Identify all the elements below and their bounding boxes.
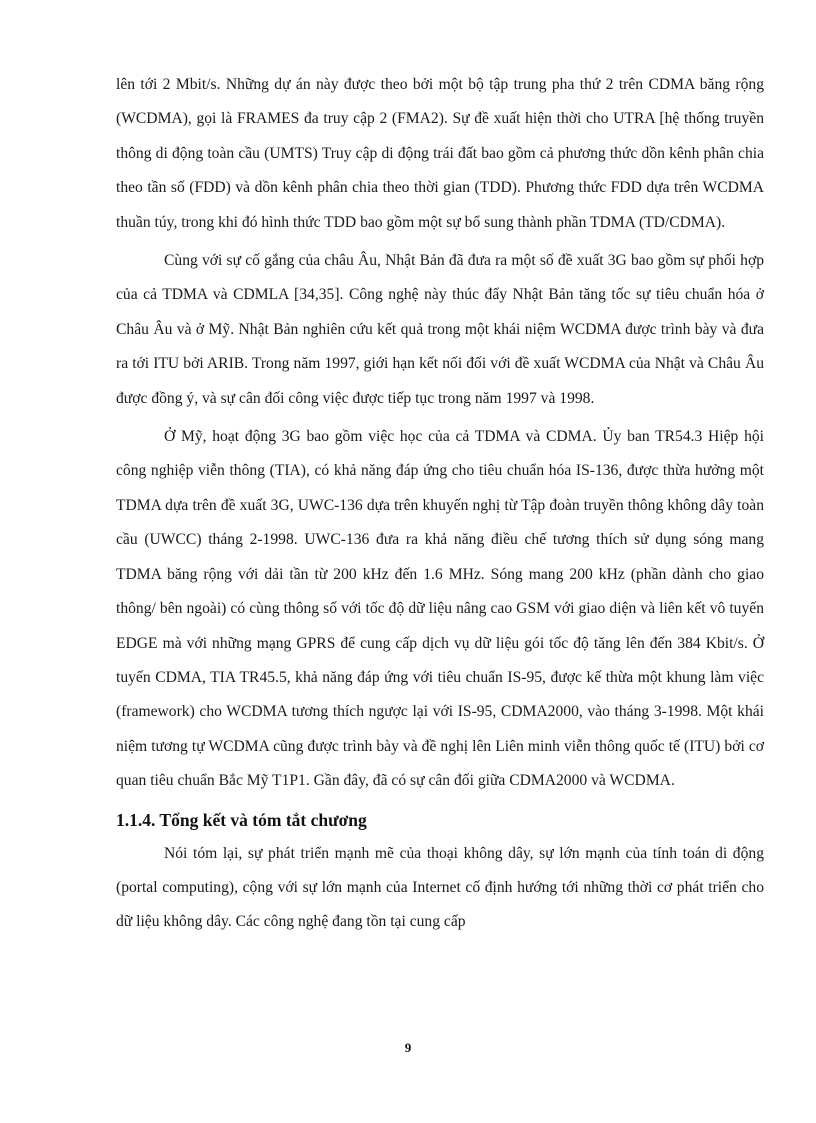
- paragraph-us-activity: Ở Mỹ, hoạt động 3G bao gồm việc học của cả TDMA và CDMA. Ủy ban TR54.3 Hiệp hội công nghiệp viễn thông (TIA), có khả năng đáp ứng cho tiêu chuẩn hóa IS-136, được thừa hưởng một TDMA dựa trên đề xuất 3G, UWC-136 dựa trên khuyến nghị từ Tập đoàn truyền thông không dây toàn cầu (UWCC) tháng 2-1998. UWC-136 đưa ra khả năng điều chế tương thích sử dụng sóng mang TDMA băng rộng với dải tần từ 200 kHz đến 1.6 MHz. Sóng mang 200 kHz (phần dành cho giao thông/ bên ngoài) có cùng thông số với tốc độ dữ liệu nâng cao GSM với giao diện và liên kết vô tuyến EDGE mà với những mạng GPRS để cung cấp dịch vụ dữ liệu gói tốc độ tăng lên đến 384 Kbit/s. Ở tuyến CDMA, TIA TR45.5, khả năng đáp ứng với tiêu chuẩn IS-95, được kế thừa một khung làm việc (framework) cho WCDMA tương thích ngược lại với IS-95, CDMA2000, vào tháng 3-1998. Một khái niệm tương tự WCDMA cũng được trình bày và đề nghị lên Liên minh viễn thông quốc tế (ITU) bởi cơ quan tiêu chuẩn Bắc Mỹ T1P1. Gần đây, đã có sự cân đối giữa CDMA2000 và WCDMA.: [116, 428, 764, 790]
- paragraph-japan-proposal: Cùng với sự cố gắng của châu Âu, Nhật Bản đã đưa ra một số đề xuất 3G bao gồm sự phối hợp của cả TDMA và CDMLA [34,35]. Công nghệ này thúc đẩy Nhật Bản tăng tốc sự tiêu chuẩn hóa ở Châu Âu và ở Mỹ. Nhật Bản nghiên cứu kết quả trong một khái niệm WCDMA được trình bày và đưa ra tới ITU bởi ARIB. Trong năm 1997, giới hạn kết nối đối với đề xuất WCDMA của Nhật và Châu Âu được đồng ý, và sự cân đối công việc được tiếp tục trong năm 1997 và 1998.: [116, 252, 764, 407]
- page-number: 9: [404, 1040, 412, 1055]
- paragraph-summary: Nói tóm lại, sự phát triển mạnh mẽ của thoại không dây, sự lớn mạnh của tính toán di động (portal computing), cộng với sự lớn mạnh của Internet cố định hướng tới những thời cơ phát triển cho dữ liệu không dây. Các công nghệ đang tồn tại cung cấp: [116, 844, 764, 931]
- page-body: [116, 68, 764, 944]
- paragraph-continuation: lên tới 2 Mbit/s. Những dự án này được theo bởi một bộ tập trung pha thứ 2 trên CDMA băng rộng (WCDMA), gọi là FRAMES đa truy cập 2 (FMA2). Sự đề xuất hiện thời cho UTRA [hệ thống truyền thông di động toàn cầu (UMTS) Truy cập di động trái đất bao gồm cả phương thức dồn kênh phân chia theo tần số (FDD) và dồn kênh phân chia theo thời gian (TDD). Phương thức FDD dựa trên WCDMA thuần túy, trong khi đó hình thức TDD bao gồm một sự bổ sung thành phần TDMA (TD/CDMA).: [116, 76, 764, 231]
- section-heading: 1.1.4. Tổng kết và tóm tắt chương: [116, 809, 367, 830]
